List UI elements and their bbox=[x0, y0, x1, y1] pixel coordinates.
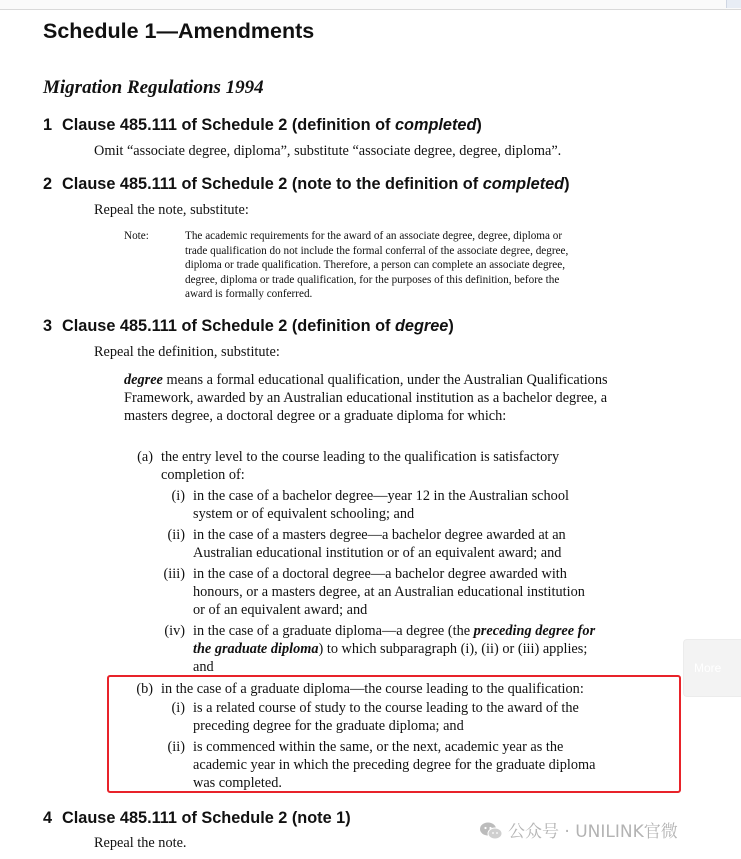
subpara-a-iv-label: (iv) bbox=[164, 623, 185, 639]
subpara-a-iii-label: (iii) bbox=[163, 566, 185, 582]
tab-indicator[interactable] bbox=[726, 0, 741, 8]
item-2-instruction: Repeal the note, substitute: bbox=[94, 202, 249, 218]
note-text: The academic requirements for the award of an associate degree, degree, diploma or trade qualification do not include the formal conferral of the associate degree, degree, diploma or trade qualification. Therefore, a person can complete an associate degree, degree, diploma or trade qualification, for the purposes of this definition, before the award is formally conferred. bbox=[185, 230, 569, 300]
subpara-a-ii-label: (ii) bbox=[167, 527, 185, 543]
item-3-instruction: Repeal the definition, substitute: bbox=[94, 344, 280, 360]
item-number: 2 bbox=[43, 175, 53, 193]
subpara-a-i-label: (i) bbox=[171, 488, 185, 504]
para-a-label: (a) bbox=[137, 449, 153, 465]
subpara-b-ii-label: (ii) bbox=[167, 739, 185, 755]
item-number: 1 bbox=[43, 116, 53, 134]
subpara-b-i-text: is a related course of study to the course leading to the award of the preceding degree for the graduate diploma; and bbox=[193, 700, 579, 734]
highlight-box bbox=[107, 675, 681, 793]
para-b-text: in the case of a graduate diploma—the course leading to the qualification: bbox=[161, 681, 584, 697]
item-1-instruction: Omit “associate degree, diploma”, substitute “associate degree, degree, diploma”. bbox=[94, 143, 562, 159]
schedule-heading: Schedule 1—Amendments bbox=[43, 19, 315, 43]
wechat-icon bbox=[479, 821, 503, 841]
item-2-heading: 2 Clause 485.111 of Schedule 2 (note to the definition of completed) bbox=[43, 175, 570, 193]
subpara-a-ii-text: in the case of a masters degree—a bachelor degree awarded at an Australian educational institution or of an equivalent award; and bbox=[193, 527, 566, 561]
para-b-label: (b) bbox=[136, 681, 153, 697]
side-more-button[interactable]: More bbox=[683, 639, 741, 697]
item-3-heading: 3 Clause 485.111 of Schedule 2 (definition of degree) bbox=[43, 317, 454, 335]
browser-top-bar bbox=[0, 0, 741, 10]
subpara-b-i-label: (i) bbox=[171, 700, 185, 716]
para-a-text: the entry level to the course leading to the qualification is satisfactory completion of: bbox=[161, 449, 560, 483]
item-1-heading: 1 Clause 485.111 of Schedule 2 (definition of completed) bbox=[43, 116, 482, 134]
subpara-a-iv-text: in the case of a graduate diploma—a degree (the preceding degree for the graduate diploma) to which subparagraph (i), (ii) or (iii) applies; and bbox=[193, 623, 596, 675]
subpara-a-iii-text: in the case of a doctoral degree—a bachelor degree awarded with honours, or a masters degree, at an Australian educational institution or of an equivalent award; and bbox=[193, 566, 585, 618]
item-4-heading: 4 Clause 485.111 of Schedule 2 (note 1) bbox=[43, 809, 351, 827]
watermark: 公众号 · UNILINK官微 bbox=[479, 817, 678, 842]
item-4-instruction: Repeal the note. bbox=[94, 835, 187, 851]
subpara-b-ii-text: is commenced within the same, or the next, academic year as the academic year in which the preceding degree for the graduate diploma was completed. bbox=[193, 739, 596, 791]
item-number: 4 bbox=[43, 809, 53, 827]
definition-text: degree means a formal educational qualification, under the Australian Qualifications Framework, awarded by an Australian educational institution as a bachelor degree, a masters degree, a doctoral degree or a graduate diploma for which: bbox=[124, 372, 608, 424]
note-label: Note: bbox=[124, 230, 149, 242]
subpara-a-i-text: in the case of a bachelor degree—year 12 in the Australian school system or of equivalent schooling; and bbox=[193, 488, 569, 522]
defined-term: degree bbox=[124, 372, 163, 388]
act-title: Migration Regulations 1994 bbox=[43, 77, 264, 98]
item-number: 3 bbox=[43, 317, 53, 335]
